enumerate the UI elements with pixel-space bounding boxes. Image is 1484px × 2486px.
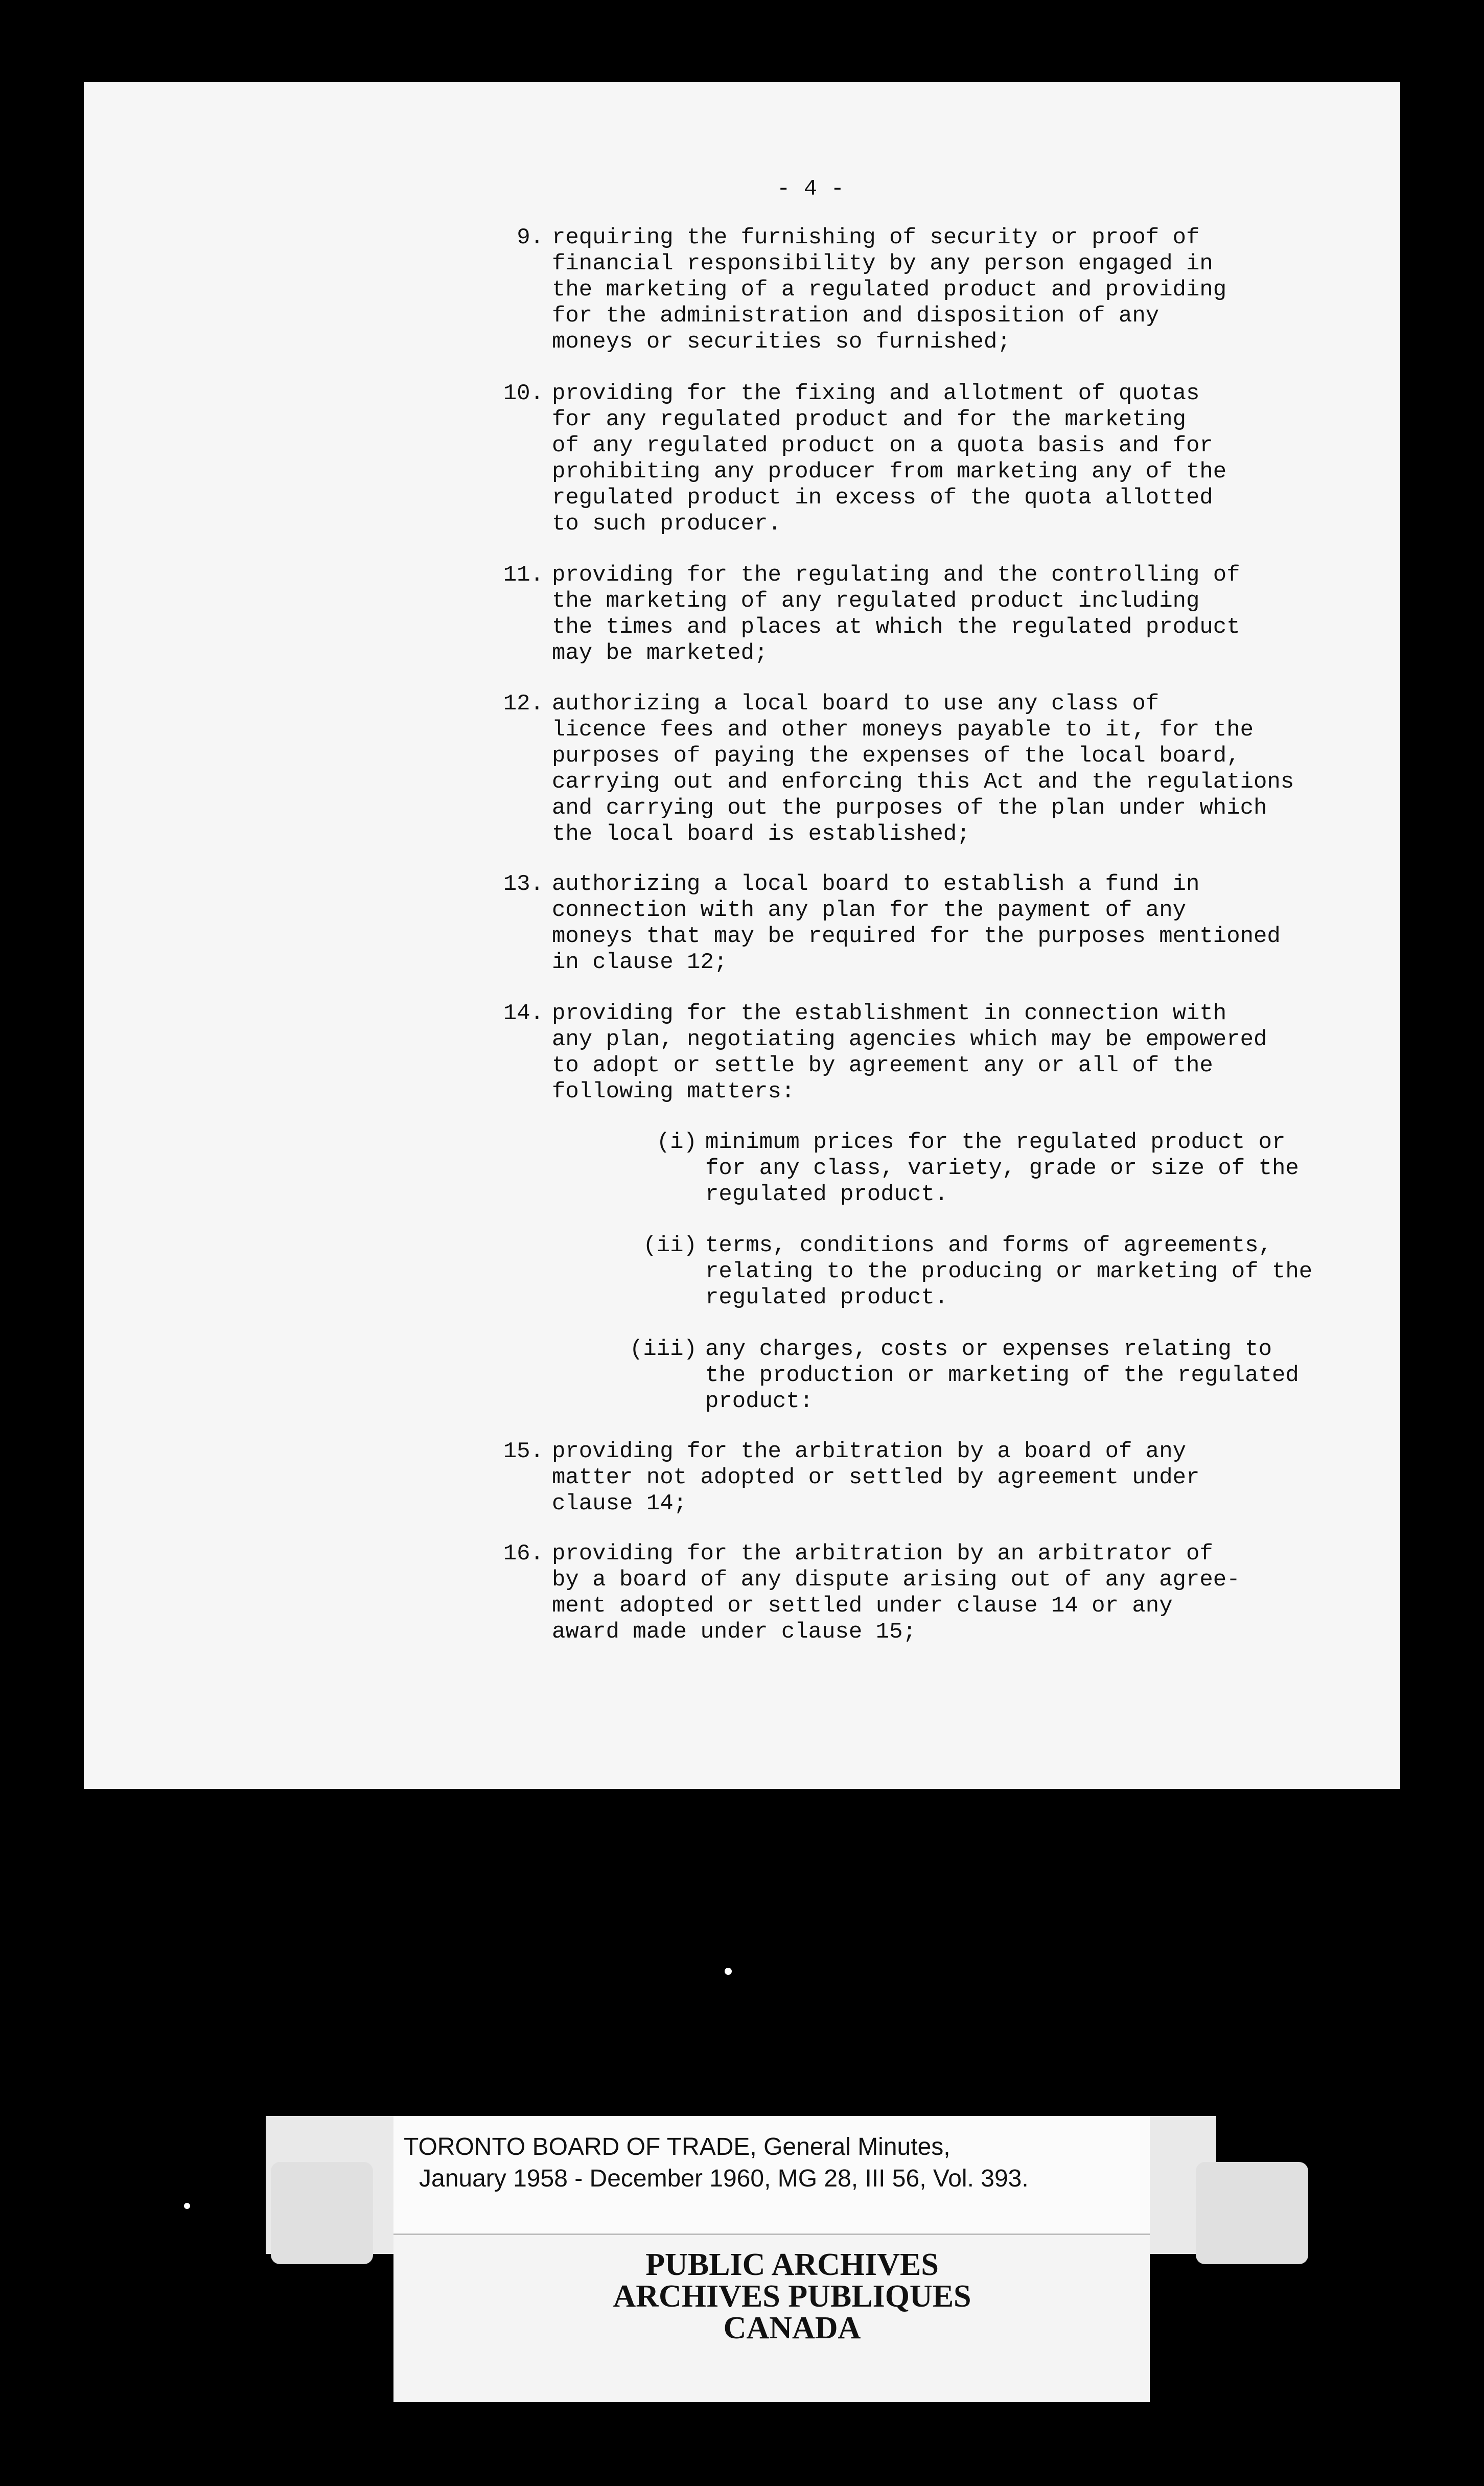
archive-citation [404,2131,1140,2195]
film-speck [184,2203,190,2209]
stamp-line-1: PUBLIC ARCHIVES [645,2247,939,2282]
clause-text: providing for the regulating and the controlling of the marketing of any regulated product including the times and places at which the regulated product may be marketed; [552,562,1240,666]
subclause-text: any charges, costs or expenses relating to the production or marketing of the regulated product: [705,1337,1299,1414]
clause-16 [503,1541,1349,1645]
subclause-number: (ii) [643,1233,697,1258]
stamp-line-3: CANADA [723,2311,861,2345]
clause-text: providing for the arbitration by a board of any matter not adopted or settled by agreement under clause 14; [552,1439,1200,1516]
subclause-number: (iii) [629,1337,697,1362]
archive-label-left-tab [271,2162,373,2264]
citation-line-1: TORONTO BOARD OF TRADE, General Minutes, [404,2133,950,2160]
subclause-text: terms, conditions and forms of agreements, relating to the producing or marketing of the regulated product. [705,1233,1313,1310]
clause-number: 13. [503,871,544,897]
clause-number: 12. [503,691,544,717]
citation-line-2: January 1958 - December 1960, MG 28, III 56, Vol. 393. [419,2165,1029,2192]
archive-label-right-tab [1196,2162,1308,2264]
clause-13 [503,871,1349,976]
clause-number: 9. [517,225,544,250]
page-number: - 4 - [777,176,845,202]
clause-10 [503,381,1349,537]
clause-text: providing for the arbitration by an arbitrator of by a board of any dispute arising out of any agree- ment adopted or settled under clause 14 or any award made under clause 15; [552,1541,1240,1645]
clause-14 [503,1001,1349,1105]
clause-15 [503,1439,1349,1517]
clause-11 [503,562,1349,666]
clause-number: 15. [503,1439,544,1464]
clause-number: 11. [503,562,544,588]
clause-text: requiring the furnishing of security or proof of financial responsibility by any person engaged in the marketing of a regulated product and providing for the administration and disposition of any moneys or securities so furnished; [552,225,1227,355]
clause-text: providing for the fixing and allotment of quotas for any regulated product and for the marketing of any regulated product on a quota basis and for prohibiting any producer from marketing any of the regulated product in excess of the quota allotted to such producer. [552,381,1227,537]
clause-number: 14. [503,1001,544,1026]
subclause-text: minimum prices for the regulated product or for any class, variety, grade or size of the regulated product. [705,1130,1299,1207]
subclause-ii [643,1233,1349,1311]
clause-text: providing for the establishment in connection with any plan, negotiating agencies which may be empowered to adopt or settle by agreement any or all of the following matters: [552,1001,1267,1104]
clause-number: 16. [503,1541,544,1567]
clause-text: authorizing a local board to use any class of licence fees and other moneys payable to it, for the purposes of paying the expenses of the local board, carrying out and enforcing this Act and the regulations and carrying out the purposes of the plan under which the local board is established; [552,691,1294,847]
clause-number: 10. [503,381,544,406]
clause-text: authorizing a local board to establish a fund in connection with any plan for the payment of any moneys that may be required for the purposes mentioned in clause 12; [552,871,1281,975]
subclause-i [656,1130,1349,1208]
film-speck [725,1968,732,1975]
clause-12 [503,691,1349,847]
archives-stamp [511,2249,1073,2344]
subclause-iii [629,1337,1349,1415]
stamp-line-2: ARCHIVES PUBLIQUES [613,2279,971,2314]
clause-9 [517,225,1349,355]
subclause-number: (i) [656,1130,697,1155]
